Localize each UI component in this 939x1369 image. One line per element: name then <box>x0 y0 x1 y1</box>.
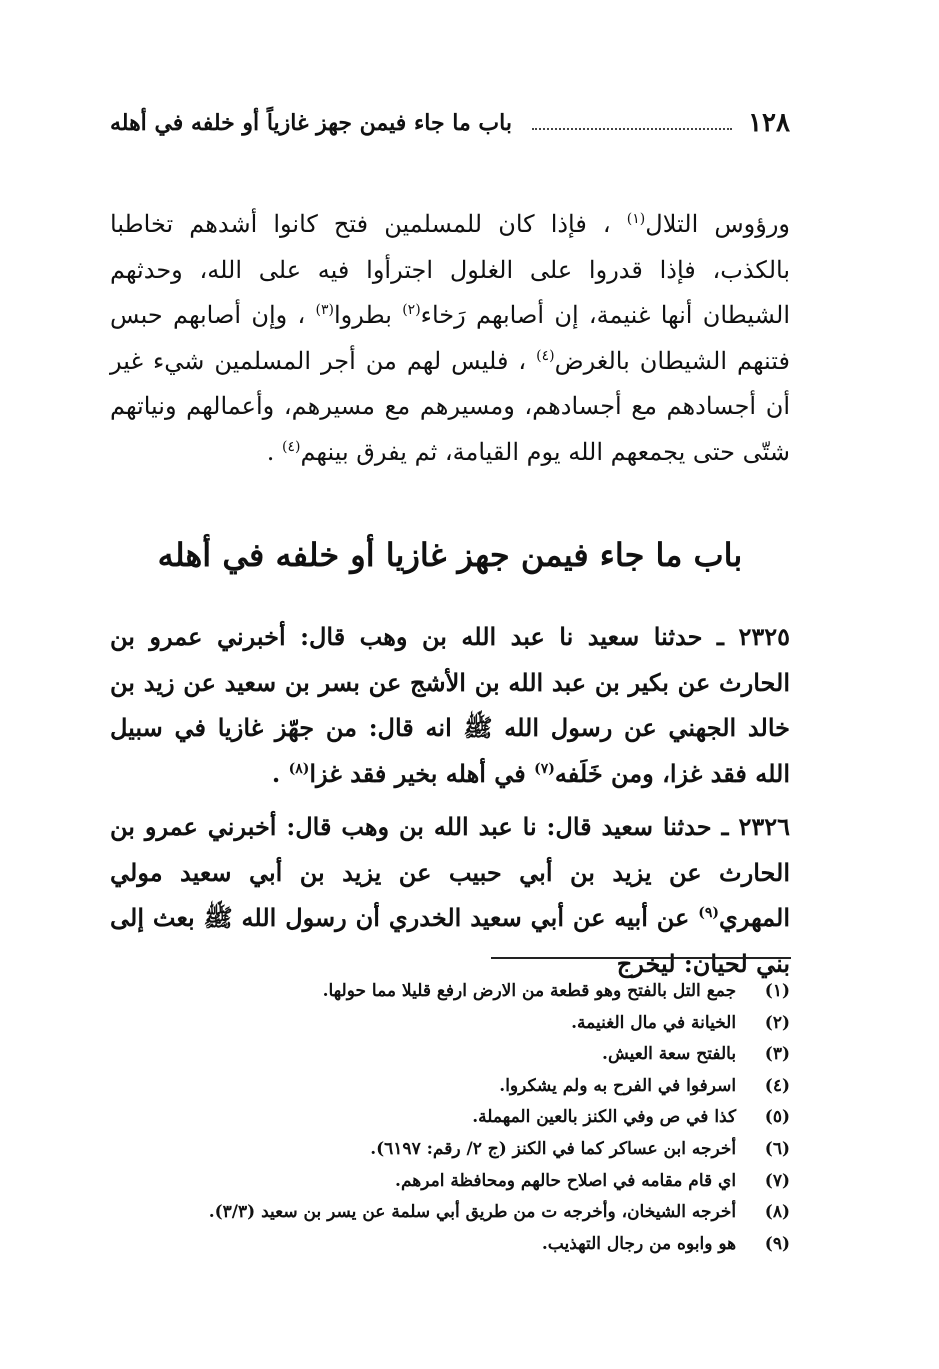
footnote-item <box>140 976 790 1008</box>
footnote-text: اسرفوا في الفرح به ولم يشكروا. <box>499 1075 737 1096</box>
footnote-number: (٩) <box>764 1233 790 1254</box>
text-run: في أهله بخير فقد غزا <box>309 758 535 788</box>
footnote-number: (٢) <box>764 1012 790 1033</box>
header-dotted-leader <box>532 128 732 130</box>
text-run: بطروا <box>334 301 403 329</box>
footnote-ref: (٤) <box>536 347 555 364</box>
footnote-item <box>140 1039 790 1071</box>
text-run: ، وإن أصابهم حبس فتنهم الشيطان بالغرض <box>110 301 790 375</box>
footnote-ref: (١) <box>626 211 646 227</box>
hadith-number: ٢٣٢٦ <box>738 812 790 841</box>
footnote-text: أخرجه ابن عساكر كما في الكنز (ج ٢/ رقم: ٦١٩٧). <box>370 1138 737 1159</box>
footnote-number: (١) <box>764 981 790 1001</box>
footnote-number: (٦) <box>764 1138 790 1159</box>
text-run: ـ حدثنا سعيد قال: نا عبد الله بن وهب قال: أخبرني عمرو بن الحارث عن يزيد بن أبي حبيب عن يزيد بن أبي سعيد مولي المهري <box>110 812 790 932</box>
text-run: ، فإذا كان للمسلمين فتح كانوا أشدهم تخاطبا بالكذب، فإذا قدروا على الغلول اجترأوا فيه على الله، وحدثهم الشيطان أنها غنيمة، إن أصابهم رَخاء <box>110 210 790 329</box>
footnotes-list <box>140 976 790 1260</box>
footnote-item <box>140 1102 790 1134</box>
paragraph-continuation <box>110 202 790 475</box>
footnote-ref: (٧) <box>534 760 555 777</box>
footnote-text: أخرجه الشيخان، وأخرجه ت من طريق أبي سلمة عن يسر بن سعيد (٣/٣). <box>208 1202 737 1223</box>
footnote-item <box>140 1071 790 1103</box>
footnote-number: (٨) <box>764 1202 790 1223</box>
footnote-number: (٥) <box>764 1107 790 1128</box>
text-run: ـ حدثنا سعيد نا عبد الله بن وهب قال: أخبرني عمرو بن الحارث عن بكير بن عبد الله بن الأشج عن بسر بن سعيد عن زيد بن خالد الجهني عن رسول الله ﷺ انه قال: من جهّز غازيا في سبيل الله فقد غزا، ومن خَلَفه <box>110 622 790 788</box>
footnote-ref: (٢) <box>402 302 421 318</box>
footnote-text: جمع التل بالفتح وهو قطعة من الارض ارفع قليلا مما حولها. <box>322 981 737 1001</box>
text-run: ورؤوس التلال <box>645 210 791 238</box>
footnote-ref: (٣) <box>315 302 335 318</box>
footnote-text: الخيانة في مال الغنيمة. <box>571 1012 737 1033</box>
footnote-ref: (٨) <box>288 760 310 777</box>
footnote-text: اي قام مقامه في اصلاح حالهم ومحافظة امرهم. <box>395 1170 737 1191</box>
footnote-item <box>140 1134 790 1166</box>
hadith-2325 <box>110 614 790 796</box>
footnote-text: هو وابوه من رجال التهذيب. <box>541 1233 737 1254</box>
text-run: ، فليس لهم من أجر المسلمين شيء غير أن أجسادهم مع أجسادهم، ومسيرهم مع مسيرهم، وأعمالهم ونياتهم شتّى حتى يجمعهم الله يوم القيامة، ثم يفرق بينهم <box>110 346 790 466</box>
footnote-text: بالفتح سعة العيش. <box>602 1044 737 1065</box>
footnote-item <box>140 1197 790 1229</box>
footnote-number: (٧) <box>764 1170 790 1191</box>
text-run: عن أبيه عن أبي سعيد الخدري أن رسول الله ﷺ بعث إلى بني لحيان: ليخرج <box>110 903 790 978</box>
running-header <box>110 108 790 148</box>
page-number: ١٢٨ <box>748 108 790 138</box>
footnote-separator <box>491 957 791 959</box>
footnote-number: (٣) <box>764 1044 790 1065</box>
footnote-number: (٤) <box>764 1075 790 1096</box>
text-run: . <box>266 437 282 466</box>
header-title: باب ما جاء فيمن جهز غازياً أو خلفه في أهله <box>110 110 512 136</box>
footnote-item <box>140 1166 790 1198</box>
footnote-item <box>140 1008 790 1040</box>
footnote-ref: (٩) <box>698 905 720 921</box>
hadith-number: ٢٣٢٥ <box>738 622 790 651</box>
text-run: . <box>271 758 289 788</box>
footnote-text: كذا في ص وفي الكنز بالعين المهملة. <box>472 1107 737 1128</box>
footnote-item <box>140 1229 790 1261</box>
footnote-ref: (٤) <box>281 438 301 455</box>
chapter-title: باب ما جاء فيمن جهز غازيا أو خلفه في أهله <box>157 536 743 574</box>
